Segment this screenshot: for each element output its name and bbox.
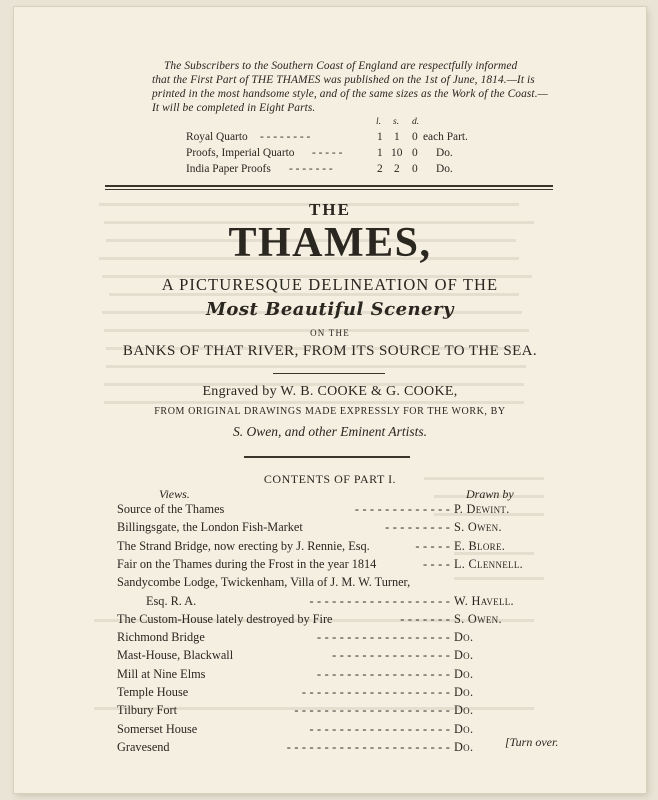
- contents-dashes: - - - - - - - - - - - - - - - - - - -: [309, 721, 450, 736]
- contents-view: The Custom-House lately destroyed by Fire: [117, 611, 333, 626]
- notice-line: It will be completed in Eight Parts.: [152, 102, 316, 114]
- price-item-name: Royal Quarto: [186, 131, 248, 143]
- contents-artist: Do.: [454, 703, 474, 718]
- contents-view: Sandycombe Lodge, Twickenham, Villa of J. M. W. Turner,: [117, 575, 411, 590]
- artists-line: S. Owen, and other Eminent Artists.: [233, 424, 427, 439]
- price-item-name: Proofs, Imperial Quarto: [186, 147, 295, 159]
- currency-pounds: l.: [376, 117, 382, 127]
- contents-dashes: - - - - - - - - - - - - - - - - - -: [317, 666, 450, 681]
- turn-over-note: [Turn over.: [505, 735, 559, 749]
- subtitle-banks: BANKS OF THAT RIVER, FROM ITS SOURCE TO THE SEA.: [122, 343, 538, 359]
- contents-artist: S. Owen.: [454, 611, 502, 626]
- divider-rule: [244, 456, 410, 458]
- price-shillings: 1: [394, 131, 400, 143]
- price-item-name: India Paper Proofs: [186, 163, 271, 175]
- contents-dashes: - - - -: [422, 556, 450, 571]
- currency-shillings: s.: [393, 117, 400, 127]
- contents-artist: Do.: [454, 666, 474, 681]
- contents-dashes: - - - - - - - - - - - - -: [354, 502, 450, 516]
- price-pence: 0: [412, 147, 418, 159]
- contents-view: Richmond Bridge: [117, 630, 205, 645]
- contents-dashes: - - - - - - -: [400, 611, 450, 626]
- notice-line: that the First Part of THE THAMES was published on the 1st of June, 1814.—It is: [152, 74, 535, 86]
- drawn-by-label: Drawn by: [466, 487, 514, 501]
- contents-heading: CONTENTS OF PART I.: [263, 472, 397, 486]
- contents-artist: L. Clennell.: [454, 556, 524, 571]
- contents-dashes: - - - - - - - - - - - - - - - - - - - -: [301, 685, 450, 699]
- contents-artist: Do.: [454, 739, 474, 754]
- price-shillings: 2: [394, 163, 400, 175]
- contents-view: Gravesend: [117, 739, 170, 754]
- contents-view: Somerset House: [117, 721, 198, 736]
- price-note: Do.: [436, 147, 453, 159]
- subtitle-delineation: A PICTURESQUE DELINEATION OF THE: [161, 275, 499, 294]
- contents-dashes: - - - - - - - - - - - - - - - - - - - - -: [294, 703, 450, 718]
- price-pence: 0: [412, 131, 418, 143]
- contents-view: Temple House: [117, 685, 189, 699]
- contents-dashes: - - - - - - - - - - - - - - - - - - - - - -: [286, 739, 450, 754]
- currency-pence: d.: [412, 117, 420, 127]
- engraved-by: Engraved by W. B. COOKE & G. COOKE,: [202, 384, 458, 399]
- contents-artist: Do.: [454, 630, 474, 645]
- page-title: THAMES,: [228, 220, 432, 266]
- contents-artist: Do.: [454, 721, 474, 736]
- contents-view: Esq. R. A.: [146, 593, 197, 608]
- contents-view: Billingsgate, the London Fish-Market: [117, 520, 303, 535]
- contents-dashes: - - - - - - - - -: [385, 520, 450, 535]
- contents-dashes: - - - - - - - - - - - - - - - -: [332, 648, 450, 663]
- views-label: Views.: [159, 487, 190, 501]
- price-pounds: 1: [377, 147, 383, 159]
- contents-dashes: - - - - - - - - - - - - - - - - - -: [317, 630, 450, 645]
- price-pence: 0: [412, 163, 418, 175]
- notice-line: printed in the most handsome style, and of the same sizes as the Work of the Coast.—: [152, 88, 548, 100]
- contents-artist: P. Dewint.: [454, 502, 510, 516]
- notice-line: The Subscribers to the Southern Coast of England are respectfully informed: [164, 60, 518, 72]
- contents-dashes: - - - - - - - - - - - - - - - - - - -: [309, 593, 450, 608]
- double-rule-top: [105, 185, 553, 187]
- price-dashes: - - - - - - -: [289, 163, 333, 175]
- contents-artist: E. Blore.: [454, 538, 506, 553]
- contents-artist: W. Havell.: [454, 593, 514, 608]
- subscriber-notice: [152, 59, 548, 115]
- price-pounds: 1: [377, 131, 383, 143]
- price-shillings: 10: [391, 147, 403, 159]
- subtitle-on-the: ON THE: [310, 328, 350, 338]
- original-drawings: FROM ORIGINAL DRAWINGS MADE EXPRESSLY FOR THE WORK, BY: [154, 406, 506, 417]
- document-page: [14, 7, 646, 793]
- double-rule-bottom: [105, 189, 553, 190]
- price-note: Do.: [436, 163, 453, 175]
- contents-view: Mast-House, Blackwall: [117, 648, 234, 663]
- title-the: THE: [309, 200, 351, 219]
- contents-artist: Do.: [454, 648, 474, 663]
- price-dashes: - - - - - - - -: [260, 131, 311, 143]
- divider-rule: [273, 373, 385, 374]
- price-pounds: 2: [377, 163, 383, 175]
- subtitle-scenery: Most Beautiful Scenery: [205, 299, 455, 320]
- contents-view: Fair on the Thames during the Frost in the year 1814: [117, 556, 377, 571]
- contents-artist: Do.: [454, 685, 474, 699]
- contents-artist: S. Owen.: [454, 520, 502, 535]
- contents-view: Mill at Nine Elms: [117, 666, 206, 681]
- contents-view: Source of the Thames: [117, 502, 225, 516]
- price-note: each Part.: [423, 131, 468, 143]
- contents-dashes: - - - - -: [415, 538, 450, 553]
- contents-view: The Strand Bridge, now erecting by J. Rennie, Esq.: [117, 538, 370, 553]
- price-dashes: - - - - -: [312, 147, 343, 159]
- contents-view: Tilbury Fort: [117, 703, 178, 718]
